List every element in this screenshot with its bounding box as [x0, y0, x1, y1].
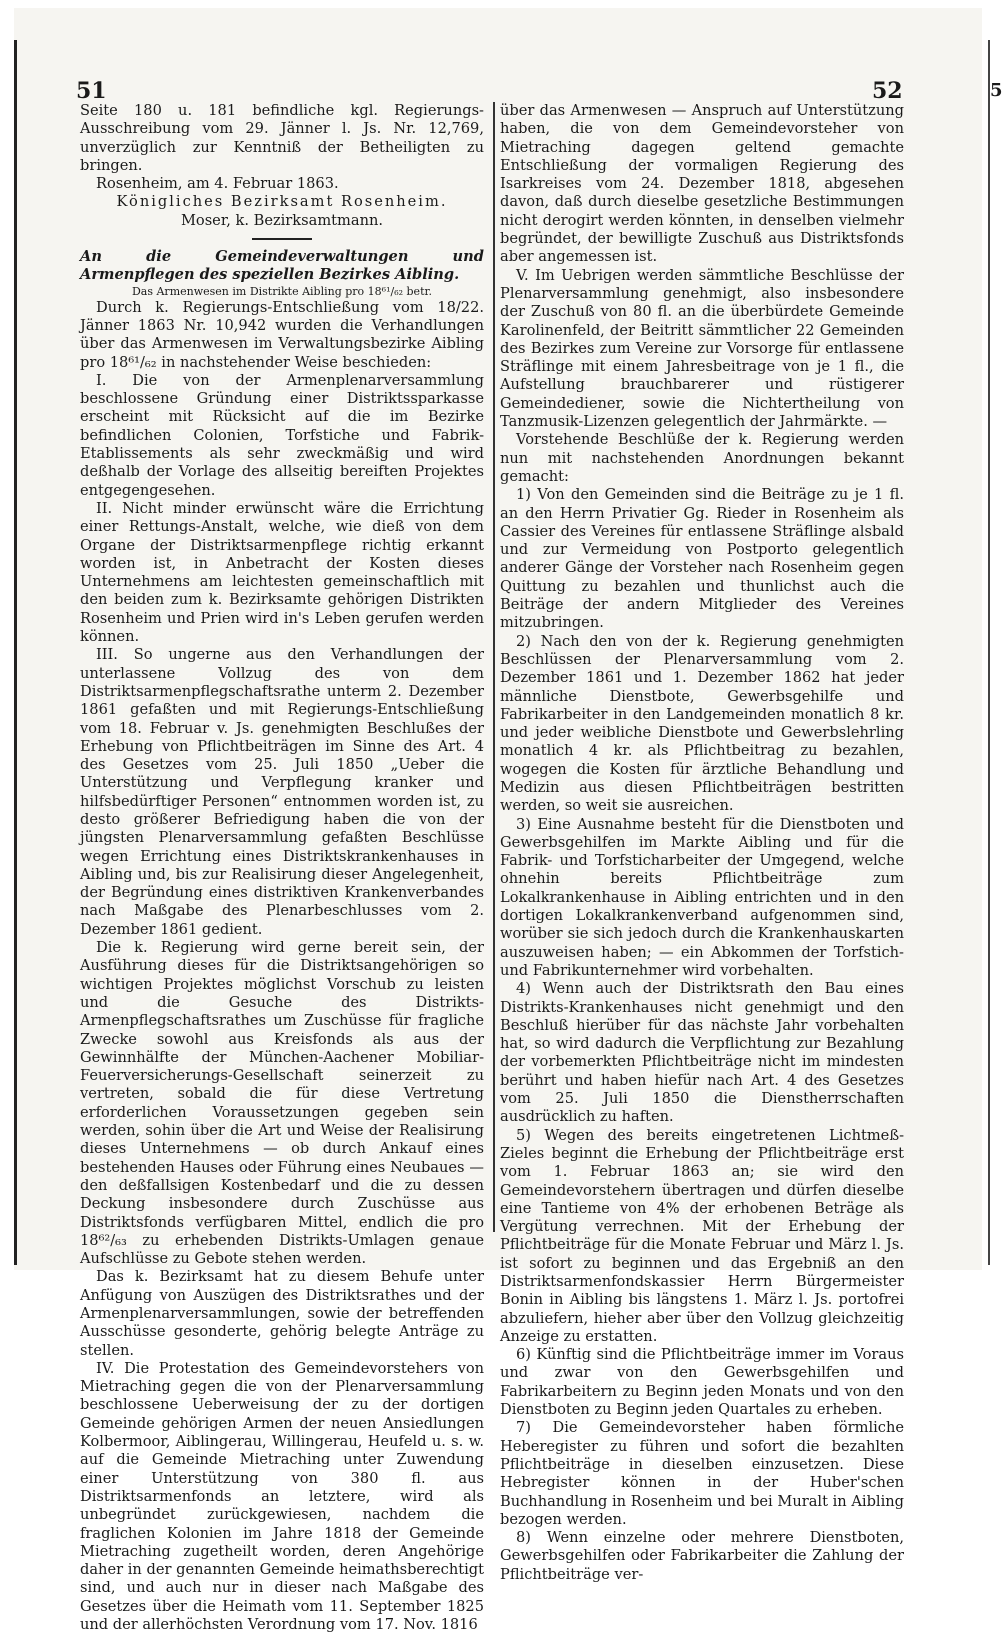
office-name: Königliches Bezirksamt Rosenheim. — [116, 193, 448, 211]
paragraph: Das k. Bezirksamt hat zu diesem Behufe unter Anfügung von Auszügen des Distriktsrathes und der Armenplenarversammlungen, sowie der betreffenden Ausschüsse gesonderte, gehörig belegte Anträge zu stellen. — [80, 1268, 484, 1359]
paragraph: 6) Künftig sind die Pflichtbeiträge immer im Voraus und zwar von den Gewerbsgehilfen und Fabrikarbeitern zu Beginn jeden Monats und von den Dienstboten zu Beginn jeden Quartales zu erheben. — [500, 1346, 904, 1419]
paragraph: I. Die von der Armenplenarversammlung beschlossene Gründung einer Distriktssparkasse erscheint mit Rücksicht auf die im Bezirke befindlichen Colonien, Torfstiche und Fabrik-Etablissements als sehr zweckmäßig und wird deßhalb der Vorlage des allseitig bereiften Projektes entgegengesehen. — [80, 371, 484, 499]
paragraph: 5) Wegen des bereits eingetretenen Lichtmeß-Zieles beginnt die Erhebung der Pflichtbeiträge erst vom 1. Februar 1863 an; sie wird den Gemeindevorstehern übertragen und dürfen dieselbe eine Tantieme von 4% der erhobenen Beträge als Vergütung verrechnen. Mit der Erhebung der Pflichtbeiträge für die Monate Februar und März l. Js. ist sofort zu beginnen und das Ergebniß an den Distriktsarmenfondskassier Herrn Bürgermeister Bonin in Aibling bis längstens 1. März l. Js. portofrei abzuliefern, hieher aber über den Vollzug gleichzeitig Anzeige zu erstatten. — [500, 1126, 904, 1345]
paragraph: über das Armenwesen — Anspruch auf Unterstützung haben, die von dem Gemeindevorsteher von Mietraching dagegen geltend gemachte Entschließung der vormaligen Regierung des Isarkreises vom 24. Dezember 1818, abgesehen davon, daß durch dieselbe gesetzliche Bestimmungen nicht derogirt werden könnten, in denselben vielmehr begründet, der bewilligte Zuschuß aus Distriktsfonds aber angemessen ist. — [500, 102, 904, 266]
paragraph: III. So ungerne aus den Verhandlungen der unterlassene Vollzug des von dem Distriktsarmenpflegschaftsrathe unterm 2. Dezember 1861 gefaßten und mit Regierungs-Entschließung vom 18. Februar v. Js. genehmigten Beschlußes der Erhebung von Pflichtbeiträgen im Sinne des Art. 4 des Gesetzes vom 25. Juli 1850 „Ueber die Unterstützung und Verpflegung kranker und hilfsbedürftiger Personen“ entnommen worden ist, zu desto größerer Befriedigung haben die von der jüngsten Plenarversammlung gefaßten Beschlüsse wegen Errichtung eines Distriktskrankenhauses in Aibling und, bis zur Realisirung dieser Angelegenheit, der Begründung eines distriktiven Krankenverbandes nach Maßgabe des Plenarbeschlusses vom 2. Dezember 1861 gedient. — [80, 646, 484, 938]
left-column — [80, 102, 484, 1634]
section-subheading: Das Armenwesen im Distrikte Aibling pro 18⁶¹/₆₂ betr. — [131, 284, 433, 298]
page-number-left: 51 — [76, 78, 107, 104]
date-line: Rosenheim, am 4. Februar 1863. — [96, 175, 339, 193]
paragraph: II. Nicht minder erwünscht wäre die Errichtung einer Rettungs-Anstalt, welche, wie dieß von dem Organe der Distriktsarmenpflege richtig erkannt worden ist, in Anbetracht der Kosten dieses Unternehmens am leichtesten gemeinschaftlich mit den beiden zum k. Bezirksamte gehörigen Distrikten Rosenheim und Prien wird in's Leben gerufen werden können. — [80, 499, 484, 646]
paragraph: 8) Wenn einzelne oder mehrere Dienstboten, Gewerbsgehilfen oder Fabrikarbeiter die Zahlung der Pflichtbeiträge ver- — [500, 1529, 904, 1583]
signature: Moser, k. Bezirksamtmann. — [180, 211, 384, 229]
paragraph: Die k. Regierung wird gerne bereit sein, der Ausführung dieses für die Distriktsangehörigen so wichtigen Projektes möglichst Vorschub zu leisten und die Gesuche des Distrikts-Armenpflegschaftsrathes um Zuschüsse für fragliche Zwecke sowohl aus Kreisfonds als aus der Gewinnhälfte der München-Aachener Mobiliar-Feuerversicherungs-Gesellschaft seinerzeit zu vertreten, sobald die für diese Vertretung erforderlichen Voraussetzungen gegeben sein werden, sohin über die Art und Weise der Realisirung dieses Unternehmens — ob durch Ankauf eines bestehenden Hauses oder Führung eines Neubaues — den deßfallsigen Kostenbedarf und die zu dessen Deckung insbesondere durch Zuschüsse aus Distriktsfonds verfügbaren Mittel, endlich die pro 18⁶²/₆₃ zu erhebenden Distrikts-Umlagen genaue Aufschlüsse zu Gebote stehen werden. — [80, 939, 484, 1268]
paragraph: 3) Eine Ausnahme besteht für die Dienstboten und Gewerbsgehilfen im Markte Aibling und für die Fabrik- und Torfsticharbeiter der Umgegend, welche ohnehin bereits Pflichtbeiträge zum Lokalkrankenhause in Aibling entrichten und in den dortigen Lokalkrankenverband aufgenommen sind, worüber sie sich jedoch durch die Krankenhauskarten auszuweisen haben; — ein Abkommen der Torfstich- und Fabrikunternehmer wird vorbehalten. — [500, 815, 904, 979]
section-heading: An die Gemeindeverwaltungen und Armenpflegen des speziellen Bezirkes Aibling. — [80, 248, 484, 284]
section-separator — [252, 238, 312, 240]
intro-paragraph: Seite 180 u. 181 befindliche kgl. Regierungs-Ausschreibung vom 29. Jänner l. Js. Nr. 12,769, unverzüglich zur Kenntniß der Betheiligten zu bringen. — [80, 102, 484, 174]
paragraph: IV. Die Protestation des Gemeindevorstehers von Mietraching gegen die von der Plenarversammlung beschlossene Ueberweisung der zu der dortigen Gemeinde gehörigen Armen der neuen Ansiedlungen Kolbermoor, Aiblingerau, Willingerau, Heufeld u. s. w. auf die Gemeinde Mietraching unter Zuwendung einer Unterstützung von 380 fl. aus Distriktsarmenfonds an letztere, wird als unbegründet zurückgewiesen, nachdem die fraglichen Kolonien im Jahre 1818 der Gemeinde Mietraching zugetheilt worden, deren Angehörige daher in der genannten Gemeinde heimathsberechtigt sind, und auch nur in dieser nach Maßgabe des Gesetzes über die Heimath vom 11. September 1825 und der allerhöchsten Verordnung vom 17. Nov. 1816 — [80, 1359, 484, 1634]
paragraph: 1) Von den Gemeinden sind die Beiträge zu je 1 fl. an den Herrn Privatier Gg. Rieder in Rosenheim als Cassier des Vereines für entlassene Sträflinge alsbald und zur Vermeidung von Postporto gelegentlich anderer Gänge der Vorsteher nach Rosenheim gegen Quittung zu bezahlen und thunlichst auch die Beiträge der andern Mitglieder des Vereines mitzubringen. — [500, 486, 904, 632]
paragraph: 2) Nach den von der k. Regierung genehmigten Beschlüssen der Plenarversammlung vom 2. Dezember 1861 und 1. Dezember 1862 hat jeder männliche Dienstbote, Gewerbsgehilfe und Fabrikarbeiter in den Landgemeinden monatlich 8 kr. und jeder weibliche Dienstbote und Gewerbslehrling monatlich 4 kr. als Pflichtbeitrag zu bezahlen, wogegen die Kosten für ärztliche Behandlung und Medizin aus diesen Pflichtbeiträgen bestritten werden, so weit sie ausreichen. — [500, 632, 904, 815]
paragraph: Vorstehende Beschlüße der k. Regierung werden nun mit nachstehenden Anordnungen bekannt gemacht: — [500, 431, 904, 485]
paragraph: V. Im Uebrigen werden sämmtliche Beschlüsse der Plenarversammlung genehmigt, also insbesondere der Zuschuß von 80 fl. an die überbürdete Gemeinde Karolinenfeld, der Beitritt sämmtlicher 22 Gemeinden des Bezirkes zum Vereine zur Vorsorge für entlassene Sträflinge mit einem Jahresbeitrage von je 1 fl., die Aufstellung brauchbarerer und rüstigerer Gemeindediener, sowie die Nichtertheilung von Tanzmusik-Lizenzen gelegentlich der Jahrmärkte. — — [500, 266, 904, 431]
right-column — [500, 102, 904, 1584]
left-page-edge — [14, 40, 17, 1265]
right-page-edge — [988, 40, 990, 1265]
page-number-right: 52 — [872, 78, 903, 104]
paragraph: 7) Die Gemeindevorsteher haben förmliche Heberegister zu führen und sofort die bezahlten Pflichtbeiträge in dieselben einzusetzen. Diese Hebregister können in der Huber'schen Buchhandlung in Rosenheim und bei Muralt in Aibling bezogen werden. — [500, 1419, 904, 1528]
next-page-edge-text: 5 — [990, 80, 1003, 101]
paragraph: 4) Wenn auch der Distriktsrath den Bau eines Distrikts-Krankenhauses nicht genehmigt und den Beschluß hierüber für das nächste Jahr vorbehalten hat, so wird dadurch die Verpflichtung zur Bezahlung der vorbemerkten Pflichtbeiträge nicht im mindesten berührt und haben hiefür nach Art. 4 des Gesetzes vom 25. Juli 1850 die Dienstherrschaften ausdrücklich zu haften. — [500, 980, 904, 1126]
paragraph: Durch k. Regierungs-Entschließung vom 18/22. Jänner 1863 Nr. 10,942 wurden die Verhandlungen über das Armenwesen im Verwaltungsbezirke Aibling pro 18⁶¹/₆₂ in nachstehender Weise beschieden: — [80, 298, 484, 371]
column-divider — [493, 102, 495, 1232]
